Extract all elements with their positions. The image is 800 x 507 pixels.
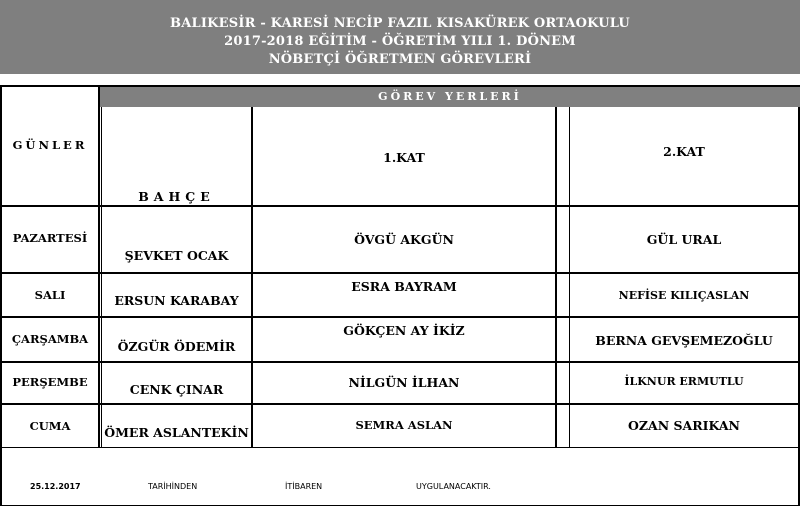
footer-word-2: İTİBAREN [285, 482, 323, 491]
bahce-cell: CENK ÇINAR [129, 382, 224, 397]
bahce-cell: ERSUN KARABAY [114, 293, 239, 308]
bahce-cell: ŞEVKET OCAK [124, 248, 229, 263]
footer-word-1: TARİHİNDEN [148, 482, 198, 491]
footer-border-bottom [0, 505, 800, 506]
kat1-cell: ÖVGÜ AKGÜN [354, 232, 454, 247]
academic-term: 2017-2018 EĞİTİM - ÖĞRETİM YILI 1. DÖNEM [224, 34, 576, 49]
column-header-bahce: BAHÇE [138, 189, 215, 204]
day-cell: CUMA [29, 419, 71, 433]
column-header-kat1: 1.KAT [383, 150, 425, 165]
group-header-label: GÖREV YERLERİ [378, 90, 522, 103]
row-separator [0, 205, 800, 207]
footer-date: 25.12.2017 [30, 482, 81, 491]
bahce-cell: ÖMER ASLANTEKİN [104, 425, 249, 440]
row-separator [0, 403, 800, 405]
row-separator [0, 361, 800, 363]
group-header-bar [100, 87, 800, 107]
kat2-cell: NEFİSE KILIÇASLAN [618, 289, 750, 302]
divider-kat1 [555, 107, 557, 448]
row-separator [0, 272, 800, 274]
kat1-cell: GÖKÇEN AY İKİZ [343, 323, 465, 338]
bahce-cell: ÖZGÜR ÖDEMİR [117, 339, 236, 354]
kat1-cell: ESRA BAYRAM [351, 279, 457, 294]
footer-word-3: UYGULANACAKTIR. [416, 482, 491, 491]
divider-days [98, 85, 100, 448]
column-header-kat2: 2.KAT [663, 144, 705, 159]
day-cell: PERŞEMBE [12, 375, 88, 389]
kat2-cell: GÜL URAL [646, 232, 722, 247]
kat1-cell: NİLGÜN İLHAN [348, 375, 460, 390]
document-header [0, 0, 800, 74]
document-title: NÖBETÇİ ÖĞRETMEN GÖREVLERİ [268, 52, 532, 67]
kat2-cell: İLKNUR ERMUTLU [624, 375, 744, 388]
day-cell: SALI [34, 288, 66, 302]
table-border-bottom [0, 447, 800, 448]
day-cell: PAZARTESİ [12, 231, 88, 245]
days-header: GÜNLER [12, 138, 88, 152]
kat1-cell: SEMRA ASLAN [355, 418, 453, 432]
kat2-cell: BERNA GEVŞEMEZOĞLU [595, 333, 773, 348]
row-separator [0, 316, 800, 318]
day-cell: ÇARŞAMBA [11, 332, 89, 346]
school-name: BALIKESİR - KARESİ NECİP FAZIL KISAKÜREK ORTAOKULU [170, 16, 630, 31]
kat2-cell: OZAN SARIKAN [628, 418, 740, 433]
